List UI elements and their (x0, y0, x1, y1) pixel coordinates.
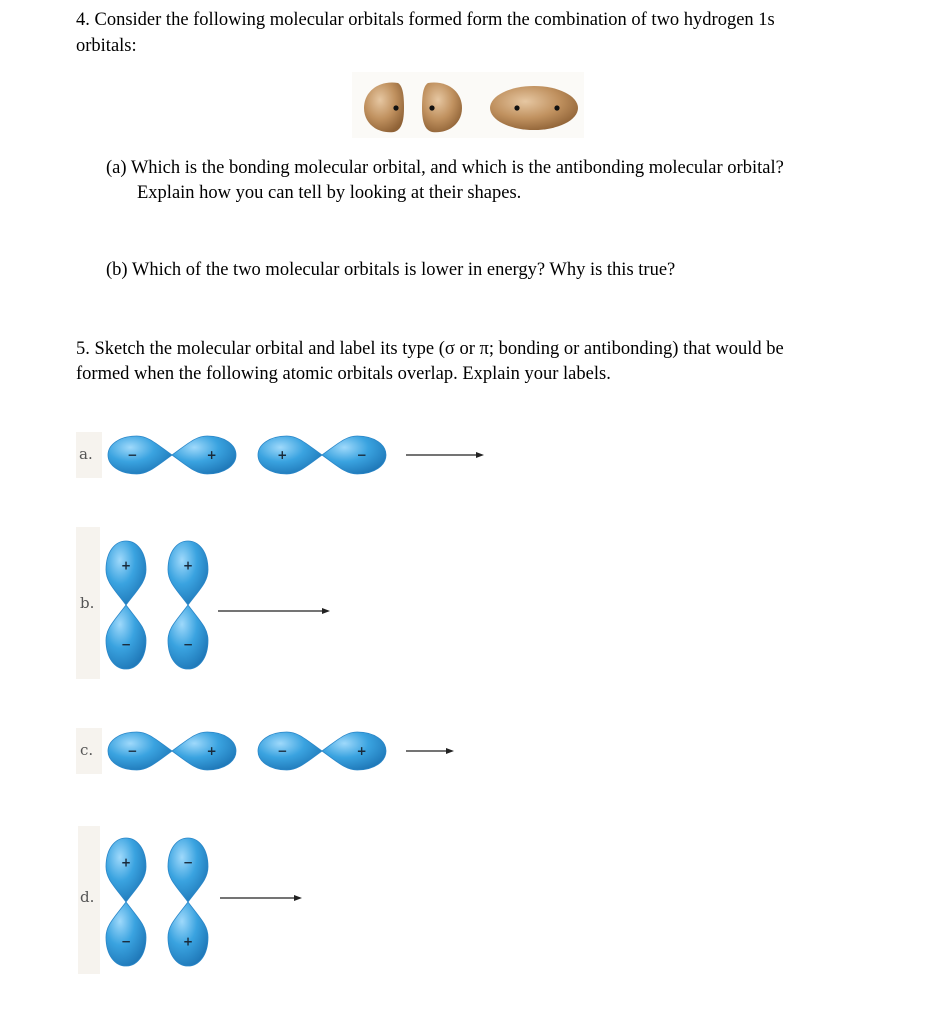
orbital-lobe (106, 902, 146, 966)
bonding-orbital-ellipse (490, 86, 578, 130)
orbital-lobe (322, 732, 386, 770)
p-orbital-2 (168, 541, 208, 669)
part-a-label: a. (79, 445, 93, 463)
q4-orbital-figure (350, 70, 590, 140)
reaction-arrow (218, 608, 330, 614)
plus-sign: + (182, 558, 194, 573)
nucleus-dot (429, 105, 434, 110)
q5-prompt-line1: 5. Sketch the molecular orbital and label its type (σ or π; bonding or antibonding) that would be (76, 339, 784, 359)
p-orbital-1 (108, 436, 236, 474)
orbital-lobe (258, 732, 322, 770)
part-a-orbitals (100, 430, 500, 480)
p-orbital-1 (108, 732, 236, 770)
part-b-orbitals (100, 525, 360, 685)
nucleus-dot (514, 105, 519, 110)
plus-sign: + (182, 934, 194, 949)
antibonding-orbital-left-lobe (364, 83, 404, 133)
p-orbital-2 (258, 732, 386, 770)
minus-sign: − (182, 637, 194, 652)
orbital-lobe (108, 436, 172, 474)
q4a-prompt-line2: Explain how you can tell by looking at their shapes. (137, 183, 522, 203)
orbital-lobe (322, 436, 386, 474)
orbital-lobe (172, 436, 236, 474)
orbital-lobe (168, 605, 208, 669)
p-orbital-1 (106, 541, 146, 669)
orbital-lobe (106, 838, 146, 902)
q4-prompt-line1: 4. Consider the following molecular orbitals formed form the combination of two hydrogen 1s (76, 10, 775, 30)
reaction-arrow (406, 452, 484, 458)
part-c-orbitals (100, 726, 470, 776)
minus-sign: − (120, 934, 132, 949)
antibonding-orbital-right-lobe (422, 83, 462, 133)
orbital-lobe (168, 902, 208, 966)
orbital-lobe (106, 541, 146, 605)
q5-prompt-line2: formed when the following atomic orbitals overlap. Explain your labels. (76, 364, 611, 384)
part-d-label: d. (80, 888, 95, 906)
minus-sign: − (277, 744, 288, 758)
orbital-lobe (172, 732, 236, 770)
orbital-lobe (168, 838, 208, 902)
p-orbital-1 (106, 838, 146, 966)
minus-sign: − (127, 744, 138, 758)
plus-sign: + (206, 448, 217, 462)
plus-sign: + (120, 855, 132, 870)
plus-sign: + (206, 744, 217, 758)
part-d-orbitals (100, 822, 320, 982)
minus-sign: − (356, 448, 367, 462)
nucleus-dot (393, 105, 398, 110)
minus-sign: − (127, 448, 138, 462)
q4-prompt-line2: orbitals: (76, 36, 137, 56)
part-b-label: b. (80, 594, 95, 612)
plus-sign: + (120, 558, 132, 573)
plus-sign: + (356, 744, 367, 758)
p-orbital-2 (258, 436, 386, 474)
orbital-lobe (108, 732, 172, 770)
reaction-arrow (406, 748, 454, 754)
nucleus-dot (554, 105, 559, 110)
plus-sign: + (277, 448, 288, 462)
orbital-lobe (106, 605, 146, 669)
minus-sign: − (182, 855, 194, 870)
orbital-lobe (258, 436, 322, 474)
p-orbital-2 (168, 838, 208, 966)
q4b-prompt: (b) Which of the two molecular orbitals is lower in energy? Why is this true? (106, 260, 676, 280)
part-c-label: c. (80, 741, 94, 759)
q4a-prompt-line1: (a) Which is the bonding molecular orbital, and which is the antibonding molecular orbital? (106, 158, 784, 178)
reaction-arrow (220, 895, 302, 901)
minus-sign: − (120, 637, 132, 652)
orbital-lobe (168, 541, 208, 605)
